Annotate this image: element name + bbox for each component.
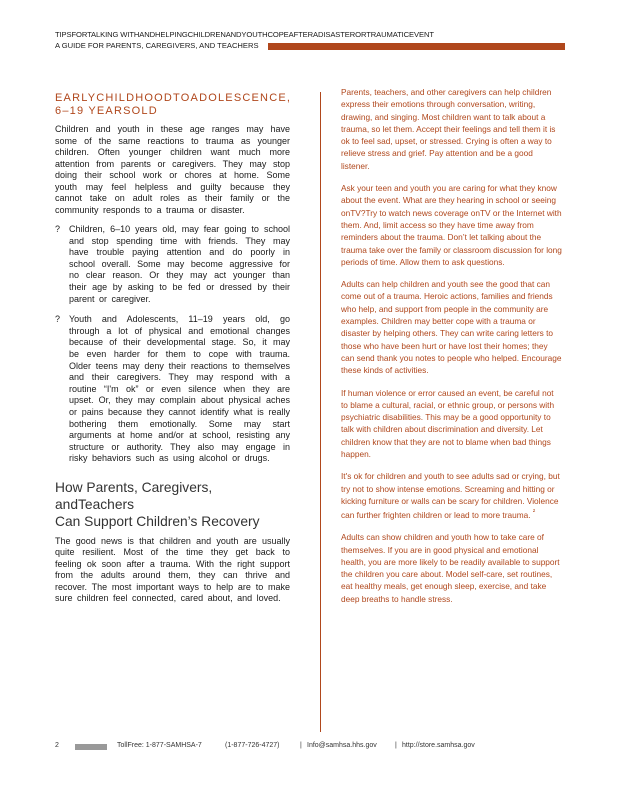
section-heading-line1: EARLYCHILDHOODTOADOLESCENCE, bbox=[55, 92, 292, 104]
footer-separator: | bbox=[300, 742, 302, 749]
header-guide-title: A GUIDE FOR PARENTS, CAREGIVERS, AND TEACHERS bbox=[55, 41, 259, 50]
header-accent-bar bbox=[268, 43, 565, 50]
paragraph-adult-emotions-text: It's ok for children and youth to see adults sad or crying, but try not to show intense emotions. Screaming and hitting or kicking furniture or walls can be scary for children. Violence can further frighten children or lead to more trauma. bbox=[341, 471, 560, 520]
page-header bbox=[55, 30, 565, 50]
section-heading-support bbox=[55, 479, 290, 530]
footer-bar bbox=[75, 744, 107, 750]
paragraph-self-care: Adults can show children and youth how to take care of themselves. If you are in good physical and emotional health, you are more likely to be readily available to support the children you care about. Model self-care, set routines, eat healthy meals, get enough sleep, exercise, and take deep breaths to handle stress. bbox=[341, 532, 560, 604]
paragraph-express-emotions: Parents, teachers, and other caregivers can help children express their emotions through conversation, writing, drawing, and singing. Most children want to talk about a trauma, so let them. Accept their feelings and tell them it is ok to feel sad, upset, or stressed. Crying is often a way to relieve stress and grief. Pay attention and be a good listener. bbox=[341, 87, 556, 171]
intro-paragraph: Children and youth in these age ranges may have some of the same reactions to trauma as younger children. Often younger children want much more attention from parents or caregivers. They may stop doing their school work or chores at home. Some youth may feel helpless and guilty because they cannot take on adult roles as their family or the community responds to a trauma or disaster. bbox=[55, 124, 290, 215]
paragraph-ask-teens: Ask your teen and youth you are caring for what they know about the event. What are they hearing in school or seeing onTV?Try to watch news coverage onTV or the Internet with them. And, limit access so they have time away from reminders about the trauma. Don’t let talking about the trauma take over the family or classroom discussion for long periods of time. Allow them to ask questions. bbox=[341, 183, 562, 267]
bullet-marker: ? bbox=[55, 314, 61, 325]
page-footer bbox=[55, 742, 575, 754]
section-heading-line2: 6–19 YEARSOLD bbox=[55, 105, 158, 117]
bullet-text: Children, 6–10 years old, may fear going to school and stop spending time with friends. They may have trouble paying attention and do poorly in school overall. Some may become aggressive for no clear reason. Or they may act younger than their age by asking to be fed or dressed by their parent or caregiver. bbox=[69, 224, 290, 304]
paragraph-avoid-blame: If human violence or error caused an event, be careful not to blame a cultural, racial, or ethnic group, or persons with psychiatric disabilities. This may be a good opportunity to talk with children about discrimination and diversity. Let children know that they are not to blame when bad things happen. bbox=[341, 387, 555, 460]
right-column bbox=[341, 86, 562, 615]
bullet-text: Youth and Adolescents, 11–19 years old, go through a lot of physical and emotional changes because of their developmental stage. So, it may be even harder for them to cope with trauma. Older teens may deny their reactions to themselves and their caregivers. They may respond with a routine “I'm ok” or even silence when they are upset. Or, they may complain about physical aches or pains because they cannot identify what is really bothering them emotionally. Some may start arguments at home and/or at school, resisting any structure or authority. They also may engage in risky behaviors such as using alcohol or drugs. bbox=[69, 314, 290, 464]
paragraph-see-the-good: Adults can help children and youth see the good that can come out of a trauma. Heroic actions, families and friends who help, and support from people in the community are examples. Children may better cope with a trauma or disaster by helping others. They can write caring letters to those who have been hurt or have lost their homes; they can send thank you notes to people who helped. Encourage these kinds of activities. bbox=[341, 279, 562, 376]
page-number: 2 bbox=[55, 742, 59, 749]
footer-tollfree: TollFree: 1-877-SAMHSA-7 bbox=[117, 742, 202, 749]
header-series-title: TIPSFORTALKING WITHANDHELPINGCHILDRENANDYOUTHCOPEAFTERADISASTERORTRAUMATICEVENT bbox=[55, 30, 434, 39]
footer-store-link[interactable]: http://store.samhsa.gov bbox=[402, 742, 475, 749]
support-paragraph: The good news is that children and youth are usually quite resilient. Most of the time they get back to feeling ok soon after a trauma. With the right support from the adults around them, they can thrive and recover. The most important ways to help are to make sure children feel connected, cared about, and loved. bbox=[55, 535, 290, 604]
bullet-youth-adolescents bbox=[55, 314, 290, 465]
bullet-marker: ? bbox=[55, 224, 61, 234]
footer-separator: | bbox=[395, 742, 397, 749]
column-divider bbox=[320, 92, 321, 732]
left-column bbox=[55, 92, 290, 613]
footer-tollfree-digits: (1-877-726-4727) bbox=[225, 742, 280, 749]
footnote-marker: ² bbox=[532, 509, 536, 517]
bullet-children bbox=[55, 224, 290, 305]
section-heading-early-childhood bbox=[55, 92, 290, 118]
section-heading-line2: Can Support Children’s Recovery bbox=[55, 513, 260, 529]
paragraph-adult-emotions bbox=[341, 470, 562, 521]
footer-email-link[interactable]: Info@samhsa.hhs.gov bbox=[307, 742, 377, 749]
section-heading-line1: How Parents, Caregivers, andTeachers bbox=[55, 479, 213, 512]
